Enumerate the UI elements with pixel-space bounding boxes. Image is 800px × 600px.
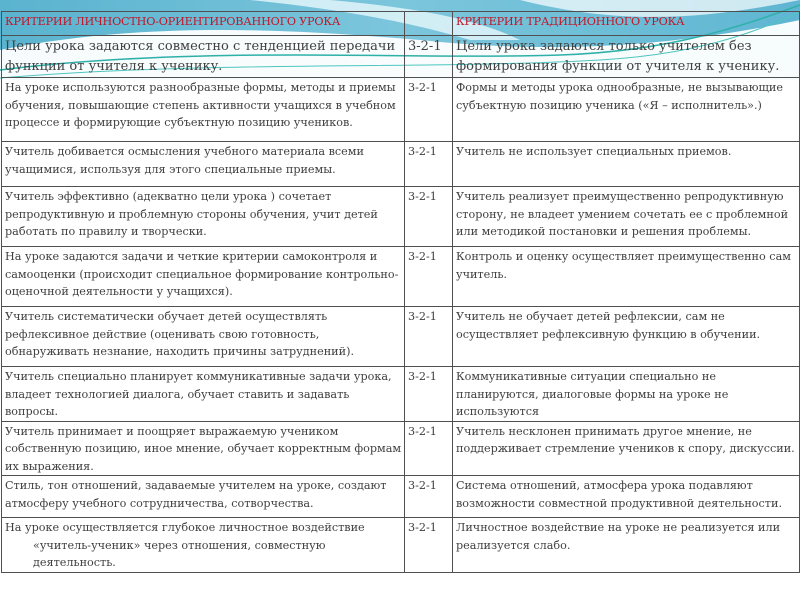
score-scale: 3-2-1 [405,367,453,422]
score-scale: 3-2-1 [405,247,453,307]
personal-criterion: Учитель добивается осмысления учебного материала всеми учащимися, используя для этого специальные приемы. [2,142,405,187]
table-row [2,78,800,142]
personal-criterion: На уроке используются разнообразные формы, методы и приемы обучения, повышающие степень активности учащихся в учебном процессе и формирующие субъектную позицию учеников. [2,78,405,142]
table-row [2,36,800,78]
table-row [2,421,800,476]
personal-criterion-first-line: На уроке осуществляется глубокое личностное воздействие [5,521,365,534]
personal-criterion: Учитель специально планирует коммуникативные задачи урока, владеет технологией диалога, обучает ставить и задавать вопросы. [2,367,405,422]
table-header-row [2,12,800,36]
score-scale: 3-2-1 [405,518,453,573]
personal-criterion: На уроке задаются задачи и четкие критерии самоконтроля и самооценки (происходит специальное формирование контрольно-оценочной деятельности у учащихся). [2,247,405,307]
traditional-criterion: Контроль и оценку осуществляет преимущественно сам учитель. [453,247,800,307]
personal-criterion [2,518,405,573]
traditional-criterion: Формы и методы урока однообразные, не вызывающие субъектную позицию ученика («Я – исполнитель».) [453,78,800,142]
header-traditional: КРИТЕРИИ ТРАДИЦИОННОГО УРОКА [453,12,800,36]
score-scale: 3-2-1 [405,36,453,78]
header-score [405,12,453,36]
score-scale: 3-2-1 [405,421,453,476]
traditional-criterion: Система отношений, атмосфера урока подавляют возможности совместной продуктивной деятельности. [453,476,800,518]
score-scale: 3-2-1 [405,187,453,247]
traditional-criterion: Учитель не обучает детей рефлексии, сам не осуществляет рефлексивную функцию в обучении. [453,307,800,367]
traditional-criterion: Коммуникативные ситуации специально не планируются, диалоговые формы на уроке не используются [453,367,800,422]
score-scale: 3-2-1 [405,307,453,367]
table-row [2,247,800,307]
score-scale: 3-2-1 [405,142,453,187]
table-row [2,476,800,518]
score-scale: 3-2-1 [405,78,453,142]
traditional-criterion: Учитель несклонен принимать другое мнение, не поддерживает стремление учеников к спору, дискуссии. [453,421,800,476]
table-row [2,187,800,247]
table-row [2,142,800,187]
personal-criterion: Стиль, тон отношений, задаваемые учителем на уроке, создают атмосферу учебного сотрудничества, сотворчества. [2,476,405,518]
personal-criterion: Учитель принимает и поощряет выражаемую учеником собственную позицию, иное мнение, обучает корректным формам их выражения. [2,421,405,476]
table-row [2,367,800,422]
traditional-criterion: Цели урока задаются только учителем без формирования функции от учителя к ученику. [453,36,800,78]
traditional-criterion: Учитель не использует специальных приемов. [453,142,800,187]
score-scale: 3-2-1 [405,476,453,518]
traditional-criterion: Личностное воздействие на уроке не реализуется или реализуется слабо. [453,518,800,573]
personal-criterion-continuation: «учитель-ученик» через отношения, совместную деятельность. [33,538,326,569]
table-row [2,518,800,573]
personal-criterion: Учитель эффективно (адекватно цели урока ) сочетает репродуктивную и проблемную стороны обучения, учит детей работать по правилу и творчески. [2,187,405,247]
table-row [2,307,800,367]
personal-criterion: Цели урока задаются совместно с тенденцией передачи функции от учителя к ученику. [2,36,405,78]
criteria-table [1,11,800,573]
traditional-criterion: Учитель реализует преимущественно репродуктивную сторону, не владеет умением сочетать ее с проблемной или методикой постановки и решения проблемы. [453,187,800,247]
header-personal-oriented: КРИТЕРИИ ЛИЧНОСТНО-ОРИЕНТИРОВАННОГО УРОКА [2,12,405,36]
personal-criterion: Учитель систематически обучает детей осуществлять рефлексивное действие (оценивать свою готовность, обнаруживать незнание, находить причины затруднений). [2,307,405,367]
